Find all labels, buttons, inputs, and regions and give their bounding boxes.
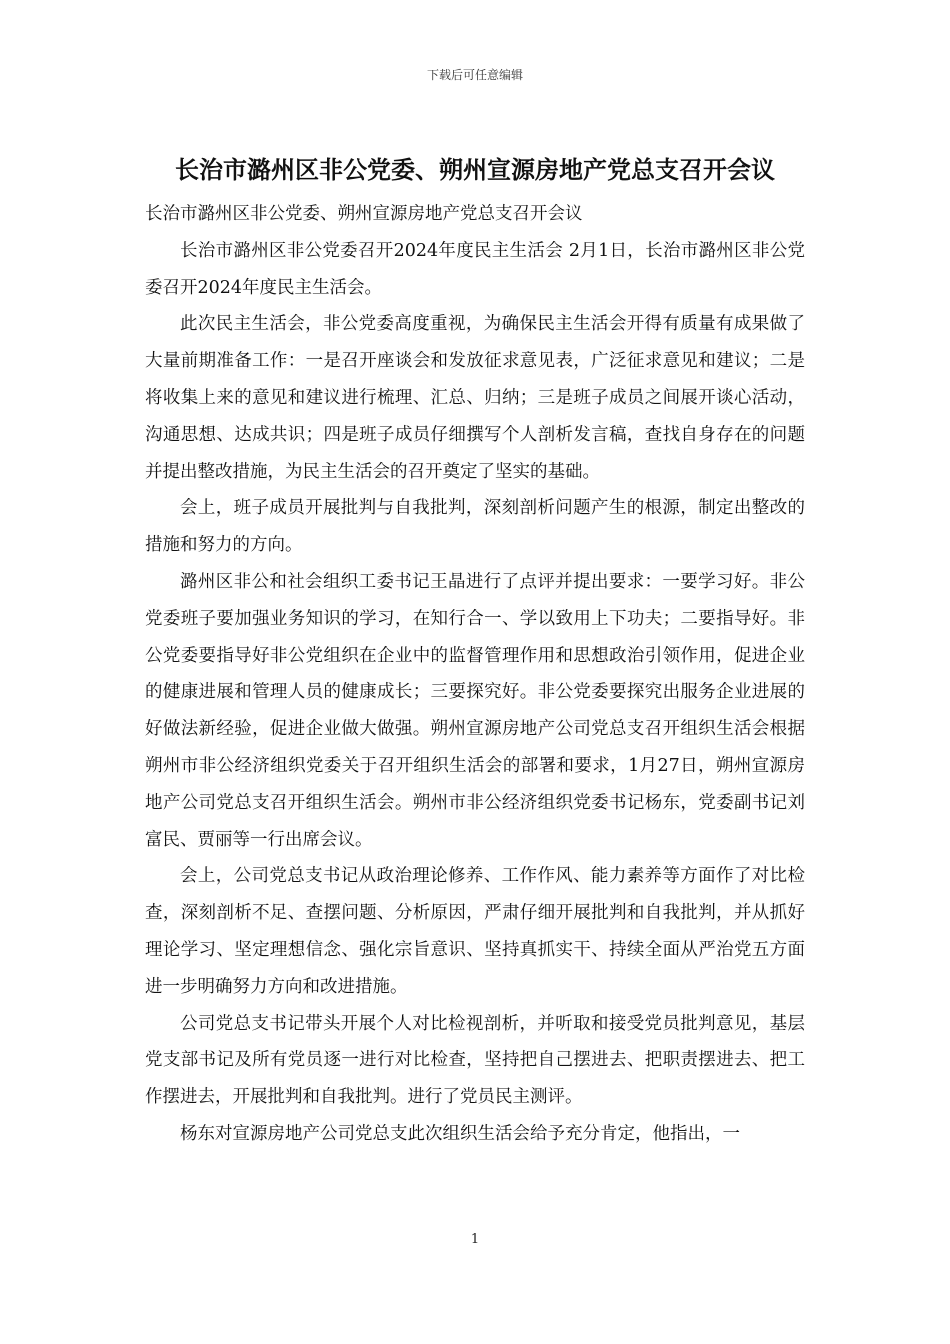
header-note: 下载后可任意编辑 <box>426 68 523 82</box>
document-body <box>145 196 805 1153</box>
page-number: 1 <box>470 1232 480 1247</box>
document-subtitle: 长治市潞州区非公党委、朔州宣源房地产党总支召开会议 <box>145 204 583 224</box>
body-paragraph: 公司党总支书记带头开展个人对比检视剖析，并听取和接受党员批判意见，基层党支部书记及所有党员逐一进行对比检查，坚持把自己摆进去、把职责摆进去、把工作摆进去，开展批判和自我批判。进行了党员民主测评。 <box>145 1013 805 1108</box>
body-paragraph: 会上，公司党总支书记从政治理论修养、工作作风、能力素养等方面作了对比检查，深刻剖析不足、查摆问题、分析原因，严肃仔细开展批判和自我批判，并从抓好理论学习、坚定理想信念、强化宗旨意识、坚持真抓实干、持续全面从严治党五方面进一步明确努力方向和改进措施。 <box>145 866 805 997</box>
body-paragraph: 长治市潞州区非公党委召开2024年度民主生活会 2月1日，长治市潞州区非公党委召开2024年度民主生活会。 <box>145 240 805 298</box>
body-paragraph: 会上，班子成员开展批判与自我批判，深刻剖析问题产生的根源，制定出整改的措施和努力的方向。 <box>145 498 805 556</box>
body-paragraph: 潞州区非公和社会组织工委书记王晶进行了点评并提出要求：一要学习好。非公党委班子要加强业务知识的学习，在知行合一、学以致用上下功夫；二要指导好。非公党委要指导好非公党组织在企业中的监督管理作用和思想政治引领作用，促进企业的健康进展和管理人员的健康成长；三要探究好。非公党委要探究出服务企业进展的好做法新经验，促进企业做大做强。朔州宣源房地产公司党总支召开组织生活会根据朔州市非公经济组织党委关于召开组织生活会的部署和要求，1月27日，朔州宣源房地产公司党总支召开组织生活会。朔州市非公经济组织党委书记杨东，党委副书记刘富民、贾丽等一行出席会议。 <box>145 571 805 850</box>
body-paragraph: 杨东对宣源房地产公司党总支此次组织生活会给予充分肯定，他指出，一 <box>180 1123 740 1144</box>
document-title: 长治市潞州区非公党委、朔州宣源房地产党总支召开会议 <box>175 156 775 184</box>
body-paragraph: 此次民主生活会，非公党委高度重视，为确保民主生活会开得有质量有成果做了大量前期准备工作：一是召开座谈会和发放征求意见表，广泛征求意见和建议；二是将收集上来的意见和建议进行梳理、汇总、归纳；三是班子成员之间展开谈心活动，沟通思想、达成共识；四是班子成员仔细撰写个人剖析发言稿，查找自身存在的问题并提出整改措施，为民主生活会的召开奠定了坚实的基础。 <box>145 314 805 482</box>
